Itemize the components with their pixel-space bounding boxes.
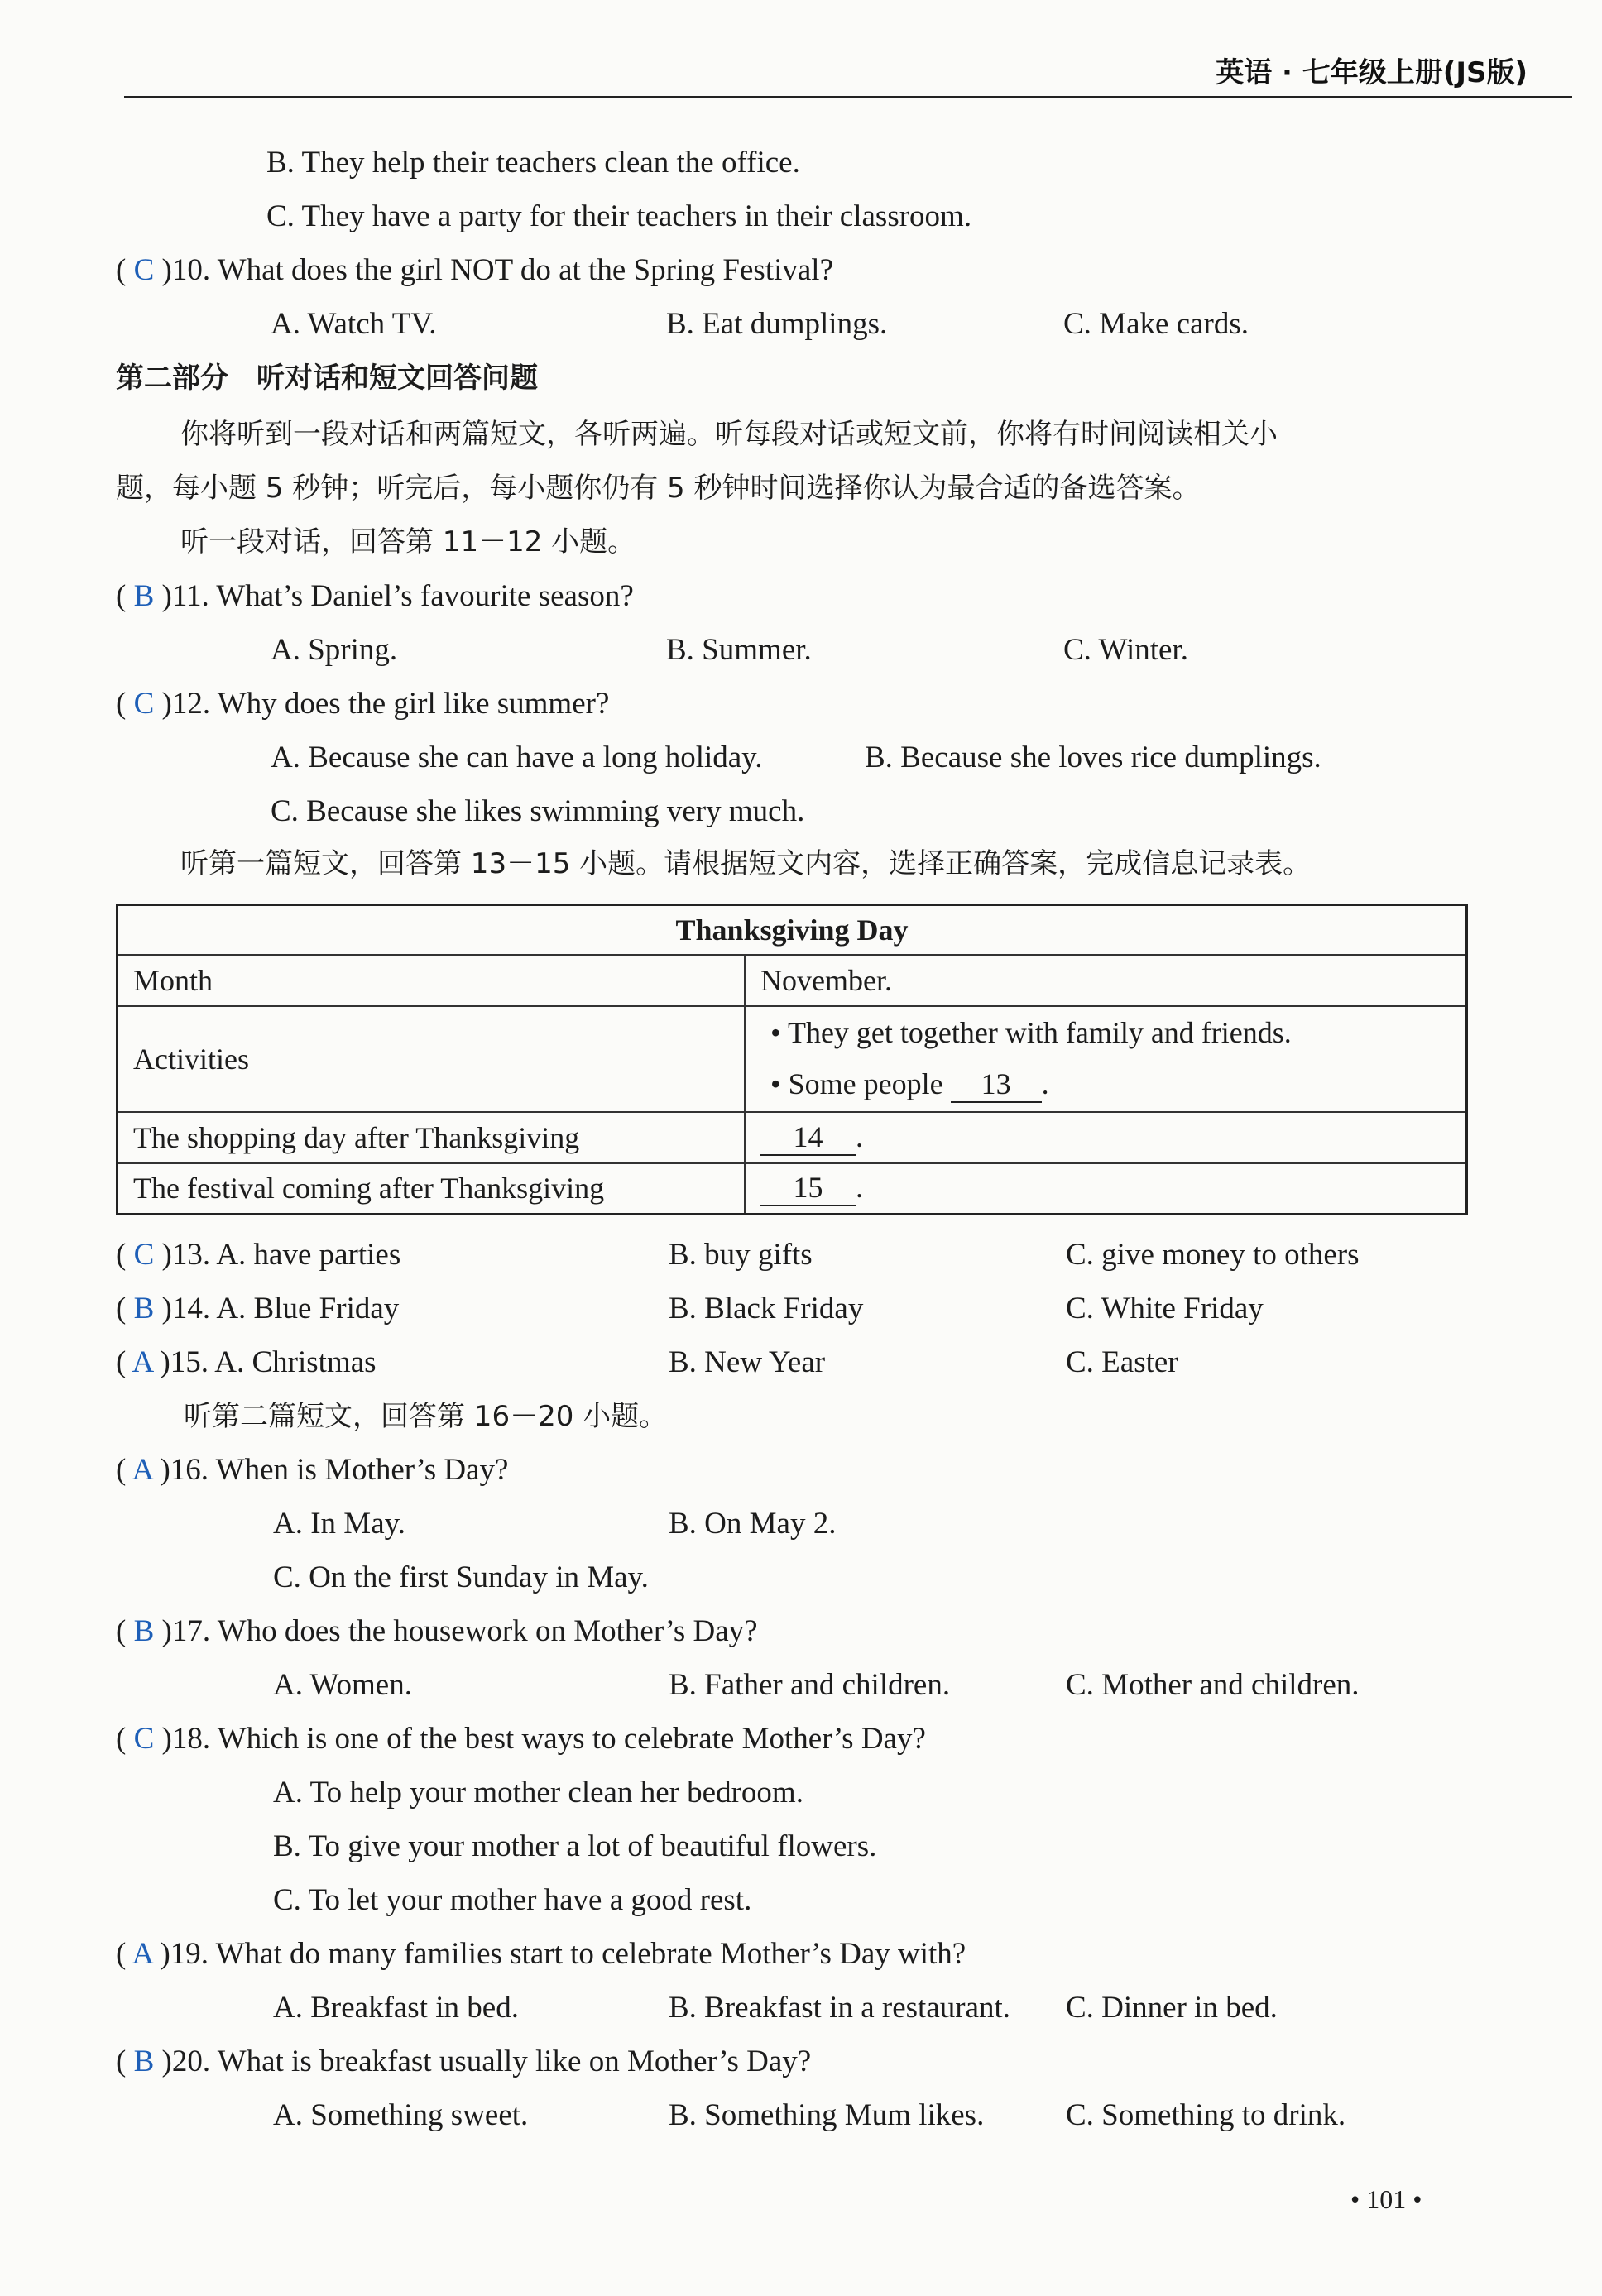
q14-answer: B	[133, 1292, 155, 1325]
q20-text: What is breakfast usually like on Mother’s Day?	[217, 2044, 812, 2078]
q9-option-b: B. They help their teachers clean the office.	[266, 146, 800, 180]
q13-option-c: C. give money to others	[1066, 1238, 1360, 1272]
q11-option-c: C. Winter.	[1063, 633, 1188, 667]
dialogue-instruction: 听一段对话，回答第 11－12 小题。	[180, 525, 636, 558]
question-11: ( B )11. What’s Daniel’s favourite season?	[116, 579, 634, 613]
table-row-label: The festival coming after Thanksgiving	[118, 1163, 746, 1215]
question-18: ( C )18. Which is one of the best ways to celebrate Mother’s Day?	[116, 1722, 926, 1756]
q12-number: )12.	[161, 687, 211, 721]
question-12: ( C )12. Why does the girl like summer?	[116, 687, 610, 721]
q19-option-c: C. Dinner in bed.	[1066, 1991, 1278, 2025]
q18-answer: C	[133, 1722, 155, 1756]
activity-2-prefix: • Some people	[770, 1067, 943, 1100]
q18-option-a: A. To help your mother clean her bedroom.	[273, 1776, 803, 1809]
q12-option-b: B. Because she loves rice dumplings.	[865, 741, 1321, 774]
table-row-value	[745, 1006, 1467, 1112]
q19-text: What do many families start to celebrate Mother’s Day with?	[215, 1937, 966, 1971]
q18-option-b: B. To give your mother a lot of beautiful flowers.	[273, 1829, 877, 1863]
header-rule	[124, 96, 1572, 98]
q18-text: Which is one of the best ways to celebrate Mother’s Day?	[217, 1722, 926, 1756]
q11-answer: B	[133, 579, 155, 613]
table-row-label: The shopping day after Thanksgiving	[118, 1112, 746, 1163]
q19-answer: A	[132, 1937, 153, 1971]
q13-number: )13.	[161, 1238, 211, 1272]
q11-number: )11.	[161, 579, 209, 613]
q13-option-a: A. have parties	[216, 1238, 401, 1272]
q13-option-b: B. buy gifts	[669, 1238, 813, 1272]
table-row-value: November.	[745, 955, 1467, 1006]
q10-option-a: A. Watch TV.	[271, 307, 437, 341]
q14-option-c: C. White Friday	[1066, 1292, 1264, 1325]
q16-option-b: B. On May 2.	[669, 1507, 837, 1541]
page-number: • 101 •	[1350, 2184, 1422, 2214]
q13-answer: C	[133, 1238, 155, 1272]
q15-option-c: C. Easter	[1066, 1345, 1178, 1379]
table-row-label: Month	[118, 955, 746, 1006]
activity-2	[770, 1067, 1451, 1103]
q15-option-a: A. Christmas	[214, 1345, 377, 1379]
question-17: ( B )17. Who does the housework on Mother’s Day?	[116, 1614, 758, 1648]
thanksgiving-info-table	[116, 904, 1468, 1215]
activity-2-suffix: .	[1041, 1067, 1049, 1100]
q16-answer: A	[132, 1453, 153, 1487]
q17-number: )17.	[161, 1614, 211, 1648]
q20-option-c: C. Something to drink.	[1066, 2098, 1346, 2132]
table-row	[118, 1163, 1467, 1215]
q20-option-b: B. Something Mum likes.	[669, 2098, 985, 2132]
q17-answer: B	[133, 1614, 155, 1648]
q15-number: )15.	[160, 1345, 209, 1379]
q20-answer: B	[133, 2044, 155, 2078]
table-title: Thanksgiving Day	[118, 905, 1467, 955]
q14-option-a: A. Blue Friday	[216, 1292, 400, 1325]
q10-text: What does the girl NOT do at the Spring Festival?	[217, 253, 834, 287]
blank-15: 15	[760, 1170, 856, 1206]
question-10: ( C )10. What does the girl NOT do at the Spring Festival?	[116, 253, 834, 287]
q14-number: )14.	[161, 1292, 211, 1325]
question-20: ( B )20. What is breakfast usually like on Mother’s Day?	[116, 2044, 812, 2078]
q11-option-a: A. Spring.	[271, 633, 398, 667]
q10-option-c: C. Make cards.	[1063, 307, 1249, 341]
table-row-value	[745, 1163, 1467, 1215]
q16-text: When is Mother’s Day?	[215, 1453, 509, 1487]
q15-answer: A	[132, 1345, 153, 1379]
page-header-title: 英语 · 七年级上册(JS版)	[1216, 56, 1528, 89]
question-19: ( A )19. What do many families start to celebrate Mother’s Day with?	[116, 1937, 966, 1971]
question-14: ( B )14. A. Blue Friday	[116, 1292, 400, 1325]
q11-text: What’s Daniel’s favourite season?	[216, 579, 634, 613]
blank-14: 14	[760, 1119, 856, 1156]
q20-number: )20.	[161, 2044, 211, 2078]
blank-15-suffix: .	[856, 1171, 863, 1205]
q10-number: )10.	[161, 253, 211, 287]
activity-1: • They get together with family and friends.	[770, 1015, 1292, 1049]
question-16: ( A )16. When is Mother’s Day?	[116, 1453, 509, 1487]
section-2-intro-line2: 题，每小题 5 秒钟；听完后，每小题你仍有 5 秒钟时间选择你认为最合适的备选答案。	[116, 472, 1201, 505]
q11-option-b: B. Summer.	[666, 633, 812, 667]
q12-option-c: C. Because she likes swimming very much.	[271, 794, 805, 828]
q20-option-a: A. Something sweet.	[273, 2098, 529, 2132]
passage-2-instruction: 听第二篇短文，回答第 16－20 小题。	[184, 1400, 668, 1433]
q18-number: )18.	[161, 1722, 211, 1756]
blank-14-suffix: .	[856, 1119, 863, 1153]
q18-option-c: C. To let your mother have a good rest.	[273, 1883, 752, 1917]
table-row-value	[745, 1112, 1467, 1163]
q12-answer: C	[133, 687, 155, 721]
passage-1-instruction: 听第一篇短文，回答第 13－15 小题。请根据短文内容，选择正确答案，完成信息记录表。	[180, 847, 1312, 880]
q19-option-a: A. Breakfast in bed.	[273, 1991, 519, 2025]
q16-option-a: A. In May.	[273, 1507, 405, 1541]
q9-option-c: C. They have a party for their teachers in their classroom.	[266, 199, 972, 233]
blank-13: 13	[951, 1067, 1042, 1103]
q17-option-c: C. Mother and children.	[1066, 1668, 1360, 1702]
table-row	[118, 1112, 1467, 1163]
q10-answer: C	[133, 253, 155, 287]
q17-text: Who does the housework on Mother’s Day?	[217, 1614, 758, 1648]
section-2-title: 第二部分 听对话和短文回答问题	[116, 362, 538, 395]
table-row	[118, 1006, 1467, 1112]
q12-option-a: A. Because she can have a long holiday.	[271, 741, 763, 774]
q12-text: Why does the girl like summer?	[217, 687, 610, 721]
q10-option-b: B. Eat dumplings.	[666, 307, 888, 341]
table-row	[118, 955, 1467, 1006]
q19-number: )19.	[160, 1937, 209, 1971]
table-row-label: Activities	[118, 1006, 746, 1112]
q16-option-c: C. On the first Sunday in May.	[273, 1560, 649, 1594]
q17-option-b: B. Father and children.	[669, 1668, 951, 1702]
q19-option-b: B. Breakfast in a restaurant.	[669, 1991, 1011, 2025]
q15-option-b: B. New Year	[669, 1345, 826, 1379]
q16-number: )16.	[160, 1453, 209, 1487]
section-2-intro-line1: 你将听到一段对话和两篇短文，各听两遍。听每段对话或短文前，你将有时间阅读相关小	[180, 418, 1278, 451]
q14-option-b: B. Black Friday	[669, 1292, 864, 1325]
question-15: ( A )15. A. Christmas	[116, 1345, 377, 1379]
question-13: ( C )13. A. have parties	[116, 1238, 401, 1272]
q17-option-a: A. Women.	[273, 1668, 412, 1702]
